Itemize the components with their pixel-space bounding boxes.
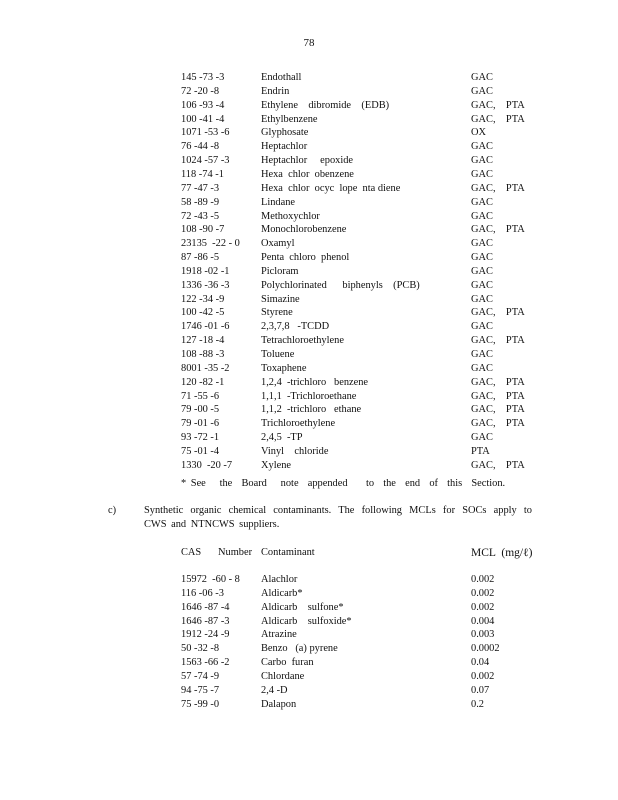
- table-row: [0, 251, 618, 265]
- treatment-method: GAC: [471, 265, 493, 277]
- treatment-method: GAC, PTA: [471, 182, 525, 194]
- cas-number: 1336 -36 -3: [181, 279, 230, 291]
- table-row: [0, 168, 618, 182]
- contaminant-name: Penta chloro phenol: [261, 252, 350, 264]
- treatment-method: GAC: [471, 252, 493, 264]
- cas-number: 120 -82 -1: [181, 376, 225, 388]
- mcl-value: 0.003: [471, 629, 495, 641]
- table-row: [0, 642, 618, 656]
- treatment-method: GAC, PTA: [471, 99, 525, 111]
- cas-number: 122 -34 -9: [181, 293, 225, 305]
- cas-number: 79 -01 -6: [181, 418, 220, 430]
- table-row: [0, 113, 618, 127]
- cas-number: 50 -32 -8: [181, 643, 220, 655]
- table-row: [0, 362, 618, 376]
- table-row: [0, 670, 618, 684]
- contaminant-name: Chlordane: [261, 670, 305, 682]
- cas-number: 108 -90 -7: [181, 224, 225, 236]
- table-row: [0, 573, 618, 587]
- table-row: [0, 459, 618, 473]
- treatment-method: GAC: [471, 85, 493, 97]
- mcl-value: 0.002: [471, 587, 495, 599]
- treatment-method: GAC: [471, 72, 493, 83]
- table-row: [0, 293, 618, 307]
- cas-number: 1646 -87 -3: [181, 615, 230, 627]
- mcl-value: 0.0002: [471, 643, 500, 655]
- table-row: [0, 403, 618, 417]
- contaminant-name: Atrazine: [261, 629, 297, 641]
- mcl-value: 0.004: [471, 615, 495, 627]
- table-row: [0, 334, 618, 348]
- contaminant-name: Aldicarb sulfoxide*: [261, 615, 352, 627]
- cas-number: 58 -89 -9: [181, 196, 220, 208]
- treatment-method: GAC: [471, 293, 493, 305]
- treatment-method: GAC: [471, 279, 493, 291]
- contaminant-name: Methoxychlor: [261, 210, 320, 222]
- cas-number: 145 -73 -3: [181, 72, 225, 83]
- cas-number: 87 -86 -5: [181, 252, 220, 264]
- mcl-value: 0.002: [471, 670, 495, 682]
- table-row: [0, 587, 618, 601]
- treatment-method: GAC: [471, 141, 493, 153]
- treatment-method: GAC, PTA: [471, 418, 525, 430]
- cas-number: 23135 -22 - 0: [181, 238, 240, 250]
- cas-number: 93 -72 -1: [181, 432, 220, 444]
- contaminant-name: Aldicarb sulfone*: [261, 601, 344, 613]
- table-row: [0, 182, 618, 196]
- cas-number: 75 -99 -0: [181, 698, 220, 710]
- contaminant-name: Heptachlor epoxide: [261, 155, 354, 167]
- board-note-footnote: * See the Board note appended to the end of this Section.: [181, 478, 506, 489]
- table-row: [0, 417, 618, 431]
- treatment-method: GAC, PTA: [471, 335, 525, 347]
- mcl-value: 0.002: [471, 574, 495, 585]
- treatment-method: GAC: [471, 349, 493, 360]
- contaminant-name: Hexa chlor obenzene: [261, 168, 354, 180]
- contaminant-name: Simazine: [261, 293, 300, 305]
- cas-number: 8001 -35 -2: [181, 362, 230, 374]
- table-row: [0, 615, 618, 629]
- contaminant-name: Vinyl chloride: [261, 445, 329, 457]
- contaminant-name: Ethylene dibromide (EDB): [261, 99, 390, 111]
- treatment-method: GAC, PTA: [471, 224, 525, 236]
- mcl-value: 0.07: [471, 684, 490, 696]
- treatment-method: GAC, PTA: [471, 390, 525, 402]
- contaminant-name: Styrene: [261, 307, 293, 319]
- cas-number: 108 -88 -3: [181, 349, 225, 360]
- section-label: c): [108, 505, 117, 516]
- cas-number: 57 -74 -9: [181, 670, 220, 682]
- mcl-value: 0.2: [471, 698, 484, 710]
- table-row: [0, 628, 618, 642]
- cas-number: 75 -01 -4: [181, 445, 220, 457]
- treatment-method: GAC: [471, 168, 493, 180]
- contaminant-name: 2,4 -D: [261, 684, 288, 696]
- cas-number: 1918 -02 -1: [181, 265, 230, 277]
- contaminant-name: Tetrachloroethylene: [261, 335, 344, 347]
- cas-number: 72 -43 -5: [181, 210, 220, 222]
- table-row: [0, 223, 618, 237]
- treatment-method: GAC, PTA: [471, 404, 525, 416]
- contaminant-name: Endrin: [261, 85, 290, 97]
- page-number: 78: [303, 37, 315, 49]
- contaminant-name: 1,2,4 -trichloro benzene: [261, 376, 369, 388]
- contaminant-name: Carbo furan: [261, 657, 314, 669]
- cas-number: 1646 -87 -4: [181, 601, 230, 613]
- contaminant-name: Dalapon: [261, 698, 297, 710]
- table-row: [0, 126, 618, 140]
- contaminant-name: Endothall: [261, 72, 302, 83]
- header-mcl: MCL (mg/ℓ): [471, 547, 533, 559]
- cas-number: 106 -93 -4: [181, 99, 225, 111]
- table-row: [0, 601, 618, 615]
- table-row: [0, 445, 618, 459]
- contaminant-name: Glyphosate: [261, 127, 309, 139]
- table-row: [0, 71, 618, 85]
- contaminant-name: 2,4,5 -TP: [261, 432, 303, 444]
- table-row: [0, 237, 618, 251]
- treatment-method: GAC: [471, 210, 493, 222]
- table-row: [0, 99, 618, 113]
- contaminant-name: Aldicarb*: [261, 587, 303, 599]
- treatment-method: GAC: [471, 432, 493, 444]
- mcl-value: 0.002: [471, 601, 495, 613]
- cas-number: 1330 -20 -7: [181, 459, 233, 471]
- cas-number: 127 -18 -4: [181, 335, 225, 347]
- cas-number: 15972 -60 - 8: [181, 574, 240, 585]
- table-row: [0, 154, 618, 168]
- cas-number: 79 -00 -5: [181, 404, 220, 416]
- table-row: [0, 348, 618, 362]
- treatment-method: GAC: [471, 238, 493, 250]
- treatment-method: OX: [471, 127, 487, 139]
- table-row: [0, 210, 618, 224]
- cas-number: 116 -06 -3: [181, 587, 224, 599]
- treatment-method: GAC: [471, 362, 493, 374]
- contaminant-name: Picloram: [261, 265, 299, 277]
- contaminant-name: Hexa chlor ocyc lope nta diene: [261, 182, 401, 194]
- table-row: [0, 279, 618, 293]
- cas-number: 118 -74 -1: [181, 168, 224, 180]
- treatment-method: GAC, PTA: [471, 459, 525, 471]
- contaminant-name: Lindane: [261, 196, 296, 208]
- treatment-method: GAC: [471, 196, 493, 208]
- cas-number: 1563 -66 -2: [181, 657, 230, 669]
- table-row: [0, 698, 618, 712]
- contaminant-name: Benzo (a) pyrene: [261, 643, 338, 655]
- contaminant-name: 1,1,1 -Trichloroethane: [261, 390, 357, 402]
- contaminant-name: Trichloroethylene: [261, 418, 336, 430]
- table-row: [0, 431, 618, 445]
- contaminant-name: 2,3,7,8 -TCDD: [261, 321, 330, 333]
- treatment-method: GAC: [471, 321, 493, 333]
- table-row: [0, 140, 618, 154]
- table-row: [0, 306, 618, 320]
- cas-number: 1746 -01 -6: [181, 321, 230, 333]
- cas-number: 77 -47 -3: [181, 182, 220, 194]
- contaminant-name: Alachlor: [261, 574, 298, 585]
- contaminant-name: Toxaphene: [261, 362, 307, 374]
- table-row: [0, 656, 618, 670]
- cas-number: 94 -75 -7: [181, 684, 220, 696]
- cas-number: 72 -20 -8: [181, 85, 220, 97]
- treatment-method: GAC, PTA: [471, 307, 525, 319]
- table-row: [0, 85, 618, 99]
- contaminant-name: Xylene: [261, 459, 292, 471]
- header-cas-number: CAS Number: [181, 547, 253, 558]
- table-row: [0, 320, 618, 334]
- cas-number: 100 -42 -5: [181, 307, 225, 319]
- mcl-value: 0.04: [471, 657, 490, 669]
- cas-number: 1071 -53 -6: [181, 127, 230, 139]
- contaminant-name: Ethylbenzene: [261, 113, 318, 125]
- table-row: [0, 265, 618, 279]
- cas-number: 76 -44 -8: [181, 141, 220, 153]
- cas-number: 1024 -57 -3: [181, 155, 230, 167]
- treatment-method: GAC, PTA: [471, 376, 525, 388]
- contaminant-name: Oxamyl: [261, 238, 295, 250]
- table-row: [0, 684, 618, 698]
- contaminant-name: Monochlorobenzene: [261, 224, 347, 236]
- contaminant-name: Heptachlor: [261, 141, 308, 153]
- contaminant-name: Polychlorinated biphenyls (PCB): [261, 279, 420, 291]
- cas-number: 71 -55 -6: [181, 390, 220, 402]
- section-text: Synthetic organic chemical contaminants. The following MCLs for SOCs apply to CWS and NTNCWS suppliers.: [144, 505, 532, 530]
- treatment-method: PTA: [471, 445, 490, 457]
- table-row: [0, 376, 618, 390]
- cas-number: 1912 -24 -9: [181, 629, 230, 641]
- table-row: [0, 196, 618, 210]
- header-contaminant: Contaminant: [261, 547, 315, 558]
- contaminant-name: 1,1,2 -trichloro ethane: [261, 404, 362, 416]
- treatment-method: GAC: [471, 155, 493, 167]
- treatment-method: GAC, PTA: [471, 113, 525, 125]
- cas-number: 100 -41 -4: [181, 113, 225, 125]
- table-row: [0, 390, 618, 404]
- contaminant-name: Toluene: [261, 349, 295, 360]
